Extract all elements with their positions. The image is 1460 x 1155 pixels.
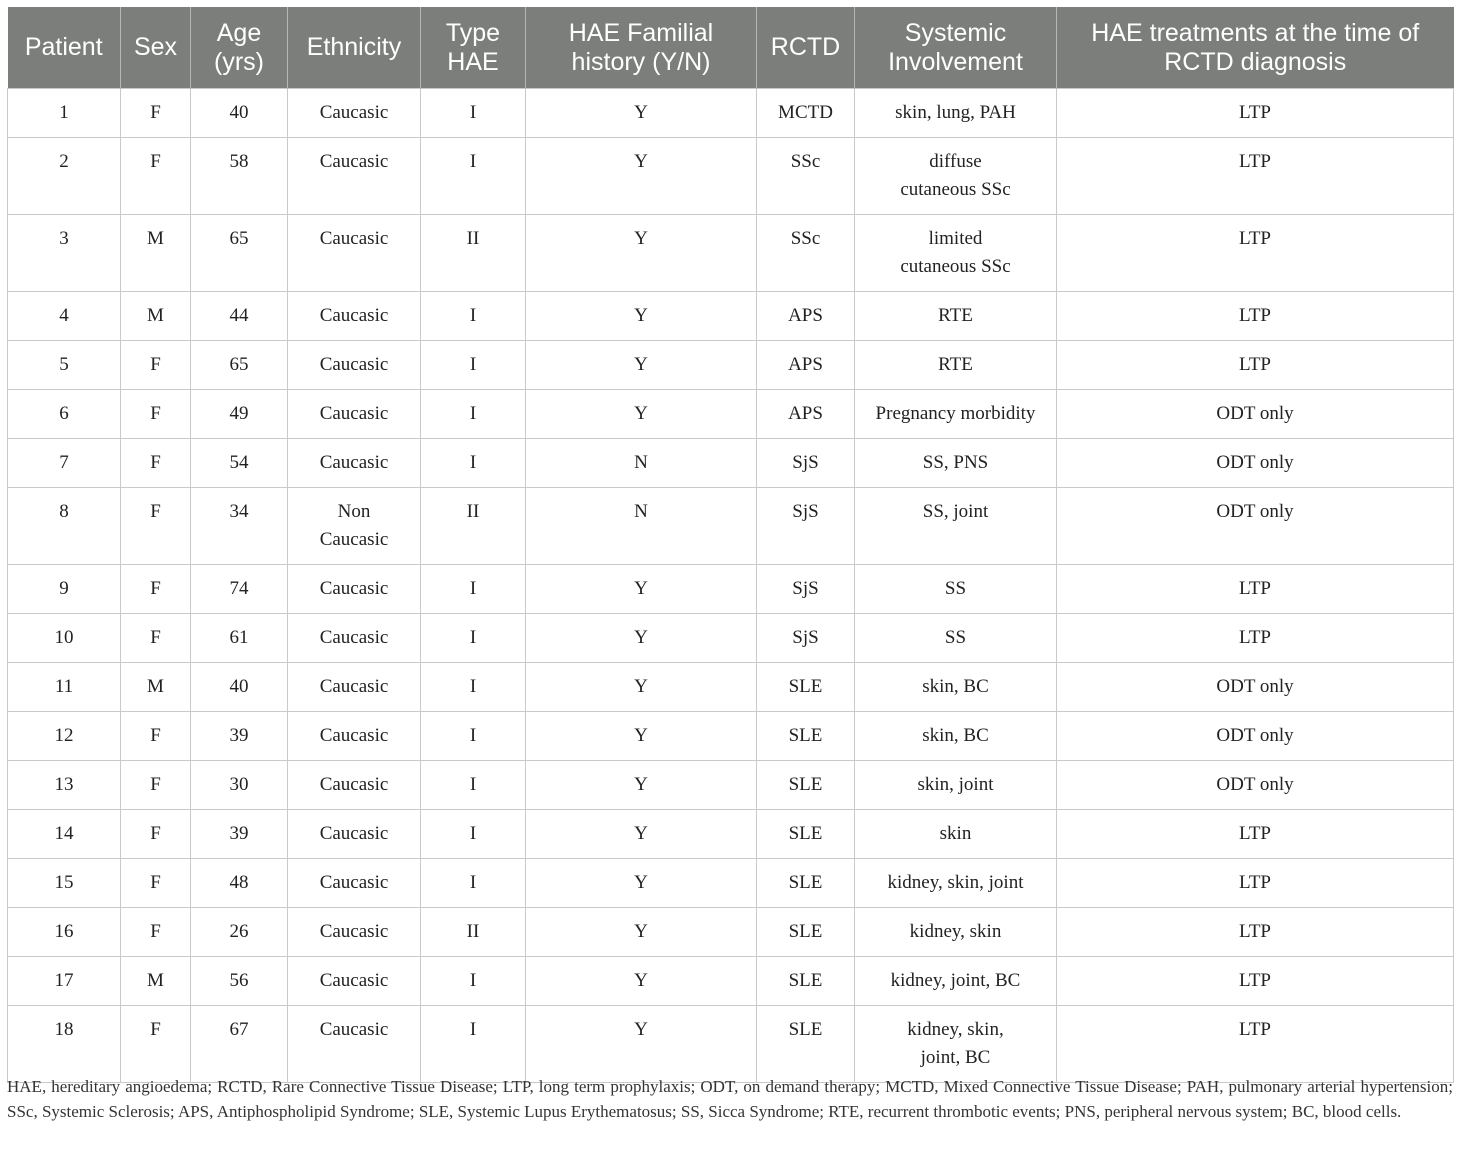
cell-rctd: SLE — [757, 1006, 855, 1083]
cell-age: 40 — [191, 663, 288, 712]
cell-type-hae: I — [421, 810, 526, 859]
cell-sex: F — [121, 614, 191, 663]
header-sex — [121, 7, 191, 89]
cell-familial-history: Y — [526, 138, 757, 215]
table-row — [8, 908, 1454, 957]
cell-ethnicity: Caucasic — [288, 390, 421, 439]
cell-systemic-involvement: skin — [855, 810, 1057, 859]
header-familial-history — [526, 7, 757, 89]
cell-ethnicity: Caucasic — [288, 712, 421, 761]
cell-sex: F — [121, 439, 191, 488]
cell-rctd: SLE — [757, 810, 855, 859]
cell-familial-history: Y — [526, 908, 757, 957]
cell-ethnicity: Caucasic — [288, 1006, 421, 1083]
cell-hae-treatment: ODT only — [1057, 712, 1454, 761]
cell-rctd: SLE — [757, 663, 855, 712]
patients-table — [7, 7, 1454, 1083]
header-rctd — [757, 7, 855, 89]
cell-sex: F — [121, 908, 191, 957]
cell-hae-treatment: ODT only — [1057, 761, 1454, 810]
table-row — [8, 138, 1454, 215]
cell-patient: 1 — [8, 89, 121, 138]
cell-type-hae: I — [421, 439, 526, 488]
table-row — [8, 215, 1454, 292]
cell-hae-treatment: LTP — [1057, 957, 1454, 1006]
table-row — [8, 761, 1454, 810]
cell-familial-history: Y — [526, 390, 757, 439]
table-row — [8, 810, 1454, 859]
cell-systemic-involvement: kidney, skin, joint, BC — [855, 1006, 1057, 1083]
cell-hae-treatment: ODT only — [1057, 488, 1454, 565]
cell-patient: 8 — [8, 488, 121, 565]
cell-ethnicity: Caucasic — [288, 663, 421, 712]
cell-patient: 15 — [8, 859, 121, 908]
header-hae-treatments — [1057, 7, 1454, 89]
header-label: Age (yrs) — [214, 18, 264, 76]
cell-ethnicity: Caucasic — [288, 292, 421, 341]
cell-patient: 14 — [8, 810, 121, 859]
cell-rctd: SjS — [757, 614, 855, 663]
cell-type-hae: I — [421, 859, 526, 908]
cell-ethnicity: Caucasic — [288, 810, 421, 859]
cell-type-hae: I — [421, 565, 526, 614]
cell-type-hae: I — [421, 89, 526, 138]
cell-systemic-involvement: Pregnancy morbidity — [855, 390, 1057, 439]
cell-sex: F — [121, 138, 191, 215]
cell-age: 34 — [191, 488, 288, 565]
cell-hae-treatment: ODT only — [1057, 439, 1454, 488]
cell-rctd: APS — [757, 390, 855, 439]
cell-familial-history: Y — [526, 292, 757, 341]
cell-systemic-involvement: skin, lung, PAH — [855, 89, 1057, 138]
cell-rctd: SLE — [757, 712, 855, 761]
cell-rctd: SSc — [757, 138, 855, 215]
cell-familial-history: Y — [526, 614, 757, 663]
cell-familial-history: N — [526, 488, 757, 565]
cell-type-hae: II — [421, 908, 526, 957]
cell-patient: 9 — [8, 565, 121, 614]
cell-type-hae: I — [421, 761, 526, 810]
cell-patient: 7 — [8, 439, 121, 488]
table-row — [8, 1006, 1454, 1083]
cell-type-hae: I — [421, 663, 526, 712]
header-label: HAE treatments at the time of RCTD diagnosis — [1091, 18, 1420, 76]
cell-familial-history: Y — [526, 565, 757, 614]
cell-hae-treatment: LTP — [1057, 138, 1454, 215]
cell-age: 56 — [191, 957, 288, 1006]
table-row — [8, 341, 1454, 390]
cell-sex: M — [121, 957, 191, 1006]
cell-sex: M — [121, 292, 191, 341]
cell-age: 65 — [191, 341, 288, 390]
cell-ethnicity: Caucasic — [288, 138, 421, 215]
cell-rctd: SLE — [757, 859, 855, 908]
cell-rctd: APS — [757, 341, 855, 390]
cell-type-hae: II — [421, 215, 526, 292]
table-row — [8, 957, 1454, 1006]
cell-age: 61 — [191, 614, 288, 663]
cell-age: 48 — [191, 859, 288, 908]
table-row — [8, 565, 1454, 614]
cell-rctd: MCTD — [757, 89, 855, 138]
cell-sex: F — [121, 810, 191, 859]
cell-sex: F — [121, 859, 191, 908]
header-label: Systemic Involvement — [888, 18, 1023, 76]
cell-sex: M — [121, 663, 191, 712]
cell-familial-history: Y — [526, 1006, 757, 1083]
header-patient — [8, 7, 121, 89]
cell-ethnicity: Caucasic — [288, 859, 421, 908]
cell-sex: F — [121, 390, 191, 439]
cell-patient: 11 — [8, 663, 121, 712]
cell-familial-history: Y — [526, 761, 757, 810]
cell-sex: F — [121, 712, 191, 761]
cell-familial-history: N — [526, 439, 757, 488]
cell-type-hae: I — [421, 138, 526, 215]
cell-ethnicity: Caucasic — [288, 614, 421, 663]
cell-systemic-involvement: diffuse cutaneous SSc — [855, 138, 1057, 215]
cell-sex: F — [121, 89, 191, 138]
header-ethnicity — [288, 7, 421, 89]
header-age — [191, 7, 288, 89]
cell-ethnicity: Caucasic — [288, 341, 421, 390]
cell-systemic-involvement: SS — [855, 565, 1057, 614]
cell-hae-treatment: LTP — [1057, 565, 1454, 614]
cell-rctd: SLE — [757, 761, 855, 810]
header-label: HAE Familial history (Y/N) — [568, 18, 714, 76]
cell-systemic-involvement: skin, joint — [855, 761, 1057, 810]
cell-rctd: SjS — [757, 488, 855, 565]
cell-age: 74 — [191, 565, 288, 614]
cell-age: 54 — [191, 439, 288, 488]
cell-ethnicity: Caucasic — [288, 761, 421, 810]
cell-rctd: SLE — [757, 908, 855, 957]
header-label: Ethnicity — [306, 33, 402, 61]
cell-ethnicity: Caucasic — [288, 957, 421, 1006]
table-row — [8, 439, 1454, 488]
cell-ethnicity: Caucasic — [288, 439, 421, 488]
cell-familial-history: Y — [526, 341, 757, 390]
cell-age: 49 — [191, 390, 288, 439]
table-footnote: HAE, hereditary angioedema; RCTD, Rare Connective Tissue Disease; LTP, long term prophylaxis; ODT, on demand therapy; MCTD, Mixed Connective Tissue Disease; PAH, pulmonary arterial hypertension; SSc, Systemic Sclerosis; APS, Antiphospholipid Syndrome; SLE, Systemic Lupus Erythematosus; SS, Sicca Syndrome; RTE, recurrent thrombotic events; PNS, peripheral nervous system; BC, blood cells. — [7, 1077, 1453, 1121]
cell-hae-treatment: LTP — [1057, 614, 1454, 663]
cell-patient: 16 — [8, 908, 121, 957]
cell-patient: 13 — [8, 761, 121, 810]
cell-type-hae: I — [421, 1006, 526, 1083]
cell-patient: 3 — [8, 215, 121, 292]
header-systemic-involvement — [855, 7, 1057, 89]
cell-ethnicity: Caucasic — [288, 565, 421, 614]
cell-hae-treatment: LTP — [1057, 810, 1454, 859]
cell-hae-treatment: LTP — [1057, 1006, 1454, 1083]
cell-hae-treatment: LTP — [1057, 89, 1454, 138]
cell-systemic-involvement: limited cutaneous SSc — [855, 215, 1057, 292]
header-label: Sex — [133, 33, 178, 61]
cell-type-hae: I — [421, 957, 526, 1006]
cell-type-hae: II — [421, 488, 526, 565]
cell-type-hae: I — [421, 292, 526, 341]
cell-systemic-involvement: kidney, skin, joint — [855, 859, 1057, 908]
cell-familial-history: Y — [526, 859, 757, 908]
cell-systemic-involvement: RTE — [855, 341, 1057, 390]
cell-hae-treatment: LTP — [1057, 859, 1454, 908]
header-type-hae — [421, 7, 526, 89]
header-label: RCTD — [770, 33, 841, 61]
table-row — [8, 614, 1454, 663]
table-row — [8, 89, 1454, 138]
cell-type-hae: I — [421, 712, 526, 761]
cell-systemic-involvement: kidney, skin — [855, 908, 1057, 957]
cell-type-hae: I — [421, 614, 526, 663]
cell-hae-treatment: LTP — [1057, 908, 1454, 957]
cell-familial-history: Y — [526, 89, 757, 138]
cell-hae-treatment: LTP — [1057, 215, 1454, 292]
cell-systemic-involvement: SS, joint — [855, 488, 1057, 565]
cell-hae-treatment: ODT only — [1057, 663, 1454, 712]
cell-rctd: SLE — [757, 957, 855, 1006]
cell-systemic-involvement: kidney, joint, BC — [855, 957, 1057, 1006]
cell-familial-history: Y — [526, 663, 757, 712]
cell-familial-history: Y — [526, 215, 757, 292]
cell-sex: F — [121, 1006, 191, 1083]
cell-rctd: SSc — [757, 215, 855, 292]
cell-ethnicity: Caucasic — [288, 89, 421, 138]
cell-patient: 18 — [8, 1006, 121, 1083]
table-body — [8, 89, 1454, 1083]
cell-sex: F — [121, 565, 191, 614]
table-row — [8, 292, 1454, 341]
cell-age: 40 — [191, 89, 288, 138]
cell-patient: 6 — [8, 390, 121, 439]
cell-type-hae: I — [421, 341, 526, 390]
cell-age: 30 — [191, 761, 288, 810]
cell-hae-treatment: ODT only — [1057, 390, 1454, 439]
table-row — [8, 663, 1454, 712]
cell-familial-history: Y — [526, 810, 757, 859]
cell-hae-treatment: LTP — [1057, 292, 1454, 341]
cell-sex: F — [121, 488, 191, 565]
cell-systemic-involvement: SS, PNS — [855, 439, 1057, 488]
cell-systemic-involvement: skin, BC — [855, 712, 1057, 761]
cell-age: 58 — [191, 138, 288, 215]
cell-rctd: SjS — [757, 439, 855, 488]
table-row — [8, 390, 1454, 439]
cell-sex: F — [121, 761, 191, 810]
cell-rctd: APS — [757, 292, 855, 341]
cell-familial-history: Y — [526, 957, 757, 1006]
table-row — [8, 712, 1454, 761]
table-row — [8, 488, 1454, 565]
header-label: Patient — [24, 33, 103, 61]
cell-patient: 4 — [8, 292, 121, 341]
header-label: Type HAE — [445, 18, 501, 76]
cell-patient: 5 — [8, 341, 121, 390]
table-header-row — [8, 7, 1454, 89]
cell-sex: F — [121, 341, 191, 390]
cell-age: 65 — [191, 215, 288, 292]
cell-age: 39 — [191, 712, 288, 761]
cell-patient: 17 — [8, 957, 121, 1006]
cell-systemic-involvement: RTE — [855, 292, 1057, 341]
cell-patient: 10 — [8, 614, 121, 663]
cell-familial-history: Y — [526, 712, 757, 761]
cell-type-hae: I — [421, 390, 526, 439]
cell-systemic-involvement: skin, BC — [855, 663, 1057, 712]
cell-age: 67 — [191, 1006, 288, 1083]
cell-patient: 12 — [8, 712, 121, 761]
cell-hae-treatment: LTP — [1057, 341, 1454, 390]
table-row — [8, 859, 1454, 908]
cell-sex: M — [121, 215, 191, 292]
cell-systemic-involvement: SS — [855, 614, 1057, 663]
cell-patient: 2 — [8, 138, 121, 215]
cell-ethnicity: Caucasic — [288, 215, 421, 292]
cell-ethnicity: Non Caucasic — [288, 488, 421, 565]
cell-rctd: SjS — [757, 565, 855, 614]
cell-age: 26 — [191, 908, 288, 957]
cell-age: 39 — [191, 810, 288, 859]
cell-ethnicity: Caucasic — [288, 908, 421, 957]
cell-age: 44 — [191, 292, 288, 341]
